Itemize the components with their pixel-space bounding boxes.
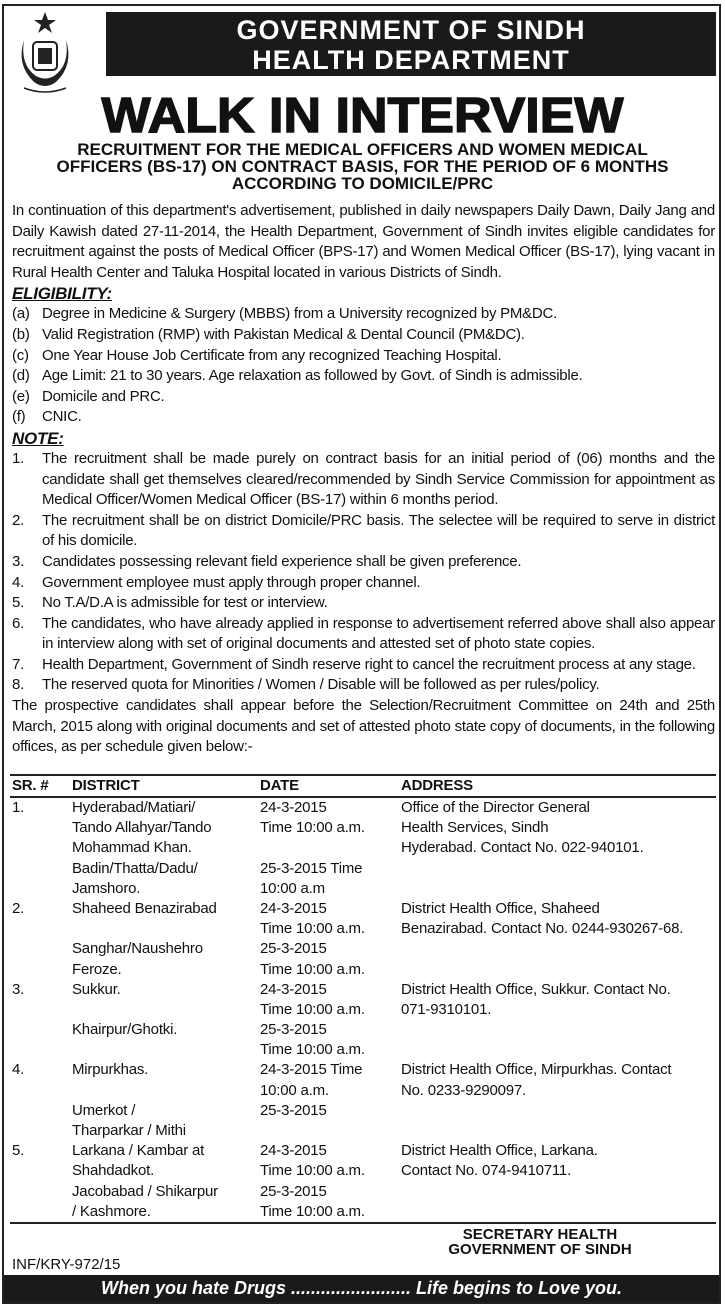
cell-district-line: Jamshoro. [72, 879, 141, 897]
list-item [12, 655, 715, 676]
item-marker: 3. [12, 552, 25, 570]
cell-district [72, 1141, 260, 1222]
list-item [12, 511, 715, 552]
cell-district-line: Sukkur. [72, 980, 121, 998]
cell-date-line [260, 838, 401, 858]
item-text: Domicile and PRC. [42, 387, 165, 405]
table-header [10, 774, 716, 798]
cell-sr-text: 3. [12, 980, 25, 998]
cell-date [260, 899, 401, 980]
cell-district-line [72, 1040, 260, 1060]
intro-paragraph: In continuation of this department's advertisement, published in daily newspapers Daily Dawn, Daily Jang and Daily Kawish dated 27-11-2014, the Health Department, Government of Sindh invites eligible candidates for recruitment against the posts of Medical Officer (BPS-17) and Women Medical Officer (BS-17), lying vacant in Rural Health Center and Taluka Hospital located in various Districts of Sindh. [12, 202, 715, 281]
subtitle-line: OFFICERS (BS-17) ON CONTRACT BASIS, FOR THE PERIOD OF 6 MONTHS [56, 157, 669, 176]
cell-address-line: Office of the Director General [401, 799, 590, 816]
list-item [12, 387, 715, 408]
cell-date-line: 24-3-2015 Time [260, 1061, 363, 1079]
table-body [10, 798, 716, 1222]
cell-date-line: 24-3-2015 [260, 1142, 327, 1160]
cell-date-line: 10:00 a.m. [260, 1081, 329, 1099]
subtitle-line: RECRUITMENT FOR THE MEDICAL OFFICERS AND WOMEN MEDICAL [77, 140, 648, 159]
list-item [12, 449, 715, 511]
eligibility-list [12, 304, 715, 428]
cell-address-line: District Health Office, Larkana. [401, 1142, 598, 1160]
cell-address-line: 071-9310101. [401, 1000, 492, 1018]
cell-address [401, 1060, 716, 1141]
cell-address-line: Health Services, Sindh [401, 819, 549, 837]
item-marker: 5. [12, 594, 25, 612]
item-text: The candidates, who have already applied in response to advertisement referred above shall also appear in interview along with set of original documents and attested set of photo state copies. [42, 614, 715, 653]
cell-district-line: Shaheed Benazirabad [72, 899, 217, 917]
item-text: CNIC. [42, 408, 82, 426]
cell-address [401, 980, 716, 1061]
divider [10, 1222, 716, 1224]
sindh-government-emblem [14, 10, 76, 96]
item-marker: (d) [12, 367, 30, 385]
signature-org: GOVERNMENT OF SINDH [448, 1241, 632, 1258]
note-heading: NOTE: [12, 428, 64, 448]
cell-district-line: Khairpur/Ghotki. [72, 1021, 178, 1039]
header-date: DATE [260, 777, 299, 794]
list-item [12, 614, 715, 655]
header-sr: SR. # [12, 777, 49, 794]
cell-sr [10, 980, 72, 1061]
cell-sr [10, 1141, 72, 1222]
cell-date-line: 25-3-2015 [260, 1101, 327, 1119]
table-row [10, 1060, 716, 1141]
note-list [12, 449, 715, 696]
cell-sr-text: 2. [12, 899, 25, 917]
table-row [10, 798, 716, 899]
item-text: No T.A/D.A is admissible for test or interview. [42, 594, 328, 612]
cell-district-line: Badin/Thatta/Dadu/ [72, 859, 198, 877]
cell-district [72, 1060, 260, 1141]
header-government: GOVERNMENT OF SINDH [236, 15, 586, 45]
cell-date [260, 1060, 401, 1141]
cell-district-line: Mohammad Khan. [72, 839, 192, 857]
header-banner [106, 12, 716, 76]
cell-district [72, 798, 260, 899]
cell-date-line: 24-3-2015 [260, 899, 327, 917]
cell-district-line: Tando Allahyar/Tando [72, 819, 212, 837]
list-item [12, 366, 715, 387]
cell-address [401, 798, 716, 899]
cell-date-line: Time 10:00 a.m. [260, 920, 365, 938]
cell-address-line: District Health Office, Sukkur. Contact No. [401, 980, 671, 998]
item-marker: 8. [12, 676, 25, 694]
item-marker: 7. [12, 655, 25, 673]
cell-sr-text: 1. [12, 799, 25, 816]
header-department: HEALTH DEPARTMENT [252, 45, 570, 75]
cell-date-line: Time 10:00 a.m. [260, 1041, 365, 1059]
cell-district-line: Larkana / Kambar at [72, 1142, 205, 1160]
cell-district [72, 980, 260, 1061]
item-marker: (b) [12, 325, 30, 343]
reference-number: INF/KRY-972/15 [12, 1256, 121, 1273]
item-text: One Year House Job Certificate from any recognized Teaching Hospital. [42, 346, 502, 364]
subtitle [10, 141, 715, 192]
cell-district-line: / Kashmore. [72, 1202, 151, 1220]
eligibility-heading: ELIGIBILITY: [12, 284, 112, 304]
cell-district-line [72, 1000, 260, 1020]
cell-sr [10, 1060, 72, 1141]
cell-district-line [72, 919, 260, 939]
item-marker: (c) [12, 346, 29, 364]
item-text: The reserved quota for Minorities / Women / Disable will be followed as per rules/policy. [42, 676, 600, 694]
cell-district-line: Hyderabad/Matiari/ [72, 799, 196, 816]
cell-date-line: Time 10:00 a.m. [260, 1162, 365, 1180]
page-title: WALK IN INTERVIEW [101, 88, 624, 144]
cell-date-line: 25-3-2015 Time [260, 859, 363, 877]
list-item [12, 325, 715, 346]
item-text: The recruitment shall be on district Domicile/PRC basis. The selectee will be required to serve in district of his domicile. [42, 511, 715, 550]
item-marker: (e) [12, 387, 30, 405]
list-item [12, 304, 715, 325]
item-marker: 4. [12, 573, 25, 591]
footer-slogan: When you hate Drugs ........................ Life begins to Love you. [4, 1275, 719, 1302]
item-text: Age Limit: 21 to 30 years. Age relaxation as followed by Govt. of Sindh is admissible. [42, 367, 583, 385]
cell-district-line [72, 1081, 260, 1101]
cell-date-line: Time 10:00 a.m. [260, 1000, 365, 1018]
cell-date-line: 25-3-2015 [260, 1021, 327, 1039]
list-item [12, 346, 715, 367]
cell-district-line: Feroze. [72, 960, 122, 978]
table-row [10, 980, 716, 1061]
ad-body [12, 201, 715, 758]
signature-title: SECRETARY HEALTH [462, 1226, 618, 1243]
cell-date-line: 10:00 a.m [260, 879, 325, 897]
cell-district-line: Mirpurkhas. [72, 1061, 149, 1079]
list-item [12, 407, 715, 428]
cell-address-line: District Health Office, Mirpurkhas. Contact [401, 1061, 672, 1079]
cell-date-line: Time 10:00 a.m. [260, 819, 365, 837]
item-marker: 6. [12, 614, 25, 632]
list-item [12, 593, 715, 614]
cell-date-line: 25-3-2015 [260, 940, 327, 958]
list-item [12, 573, 715, 594]
cell-date-line: 25-3-2015 [260, 1182, 327, 1200]
schedule-table [10, 774, 716, 1222]
item-text: The recruitment shall be made purely on contract basis for an initial period of (06) months and the candidate shall get themselves cleared/recommended by Sindh Service Commission for appointment as Medical Officer/Women Medical Officer (BS-17) within 6 months period. [42, 449, 715, 509]
cell-sr [10, 899, 72, 980]
signature-block [400, 1227, 680, 1257]
table-row [10, 899, 716, 980]
cell-address-line: No. 0233-9290097. [401, 1081, 527, 1099]
cell-address-line: District Health Office, Shaheed [401, 899, 600, 917]
cell-address [401, 1141, 716, 1222]
item-text: Health Department, Government of Sindh reserve right to cancel the recruitment process at any stage. [42, 655, 696, 673]
cell-district-line: Jacobabad / Shikarpur [72, 1182, 218, 1200]
item-text: Government employee must apply through proper channel. [42, 573, 421, 591]
cell-district [72, 899, 260, 980]
cell-sr-text: 4. [12, 1061, 25, 1079]
cell-date [260, 980, 401, 1061]
cell-date-line: Time 10:00 a.m. [260, 960, 365, 978]
cell-address-line: Hyderabad. Contact No. 022-940101. [401, 839, 644, 857]
subtitle-line: ACCORDING TO DOMICILE/PRC [231, 174, 494, 193]
item-text: Degree in Medicine & Surgery (MBBS) from a University recognized by PM&DC. [42, 305, 558, 323]
cell-date [260, 798, 401, 899]
list-item [12, 675, 715, 696]
closing-paragraph: The prospective candidates shall appear before the Selection/Recruitment Committee on 24th and 25th March, 2015 along with original documents and set of attested photo state copy of documents, in the following offices, as per schedule given below:- [12, 697, 715, 756]
item-marker: (f) [12, 408, 26, 426]
item-text: Candidates possessing relevant field experience shall be given preference. [42, 552, 522, 570]
cell-address-line: Contact No. 074-9410711. [401, 1162, 572, 1180]
list-item [12, 552, 715, 573]
cell-sr-text: 5. [12, 1142, 25, 1160]
cell-district-line: Shahdadkot. [72, 1162, 155, 1180]
item-text: Valid Registration (RMP) with Pakistan Medical & Dental Council (PM&DC). [42, 325, 525, 343]
cell-date-line: 24-3-2015 [260, 799, 327, 816]
header-district: DISTRICT [72, 777, 140, 794]
header-address: ADDRESS [401, 777, 473, 794]
cell-address-line: Benazirabad. Contact No. 0244-930267-68. [401, 920, 684, 938]
cell-district-line: Umerkot / [72, 1101, 136, 1119]
cell-district-line: Sanghar/Naushehro [72, 940, 203, 958]
item-marker: 1. [12, 449, 25, 467]
cell-address [401, 899, 716, 980]
table-row [10, 1141, 716, 1222]
cell-date-line: 24-3-2015 [260, 980, 327, 998]
cell-date-line [260, 1121, 401, 1141]
cell-date [260, 1141, 401, 1222]
cell-district-line: Tharparkar / Mithi [72, 1122, 186, 1139]
item-marker: 2. [12, 511, 25, 529]
item-marker: (a) [12, 305, 30, 323]
cell-date-line: Time 10:00 a.m. [260, 1202, 365, 1220]
cell-sr [10, 798, 72, 899]
